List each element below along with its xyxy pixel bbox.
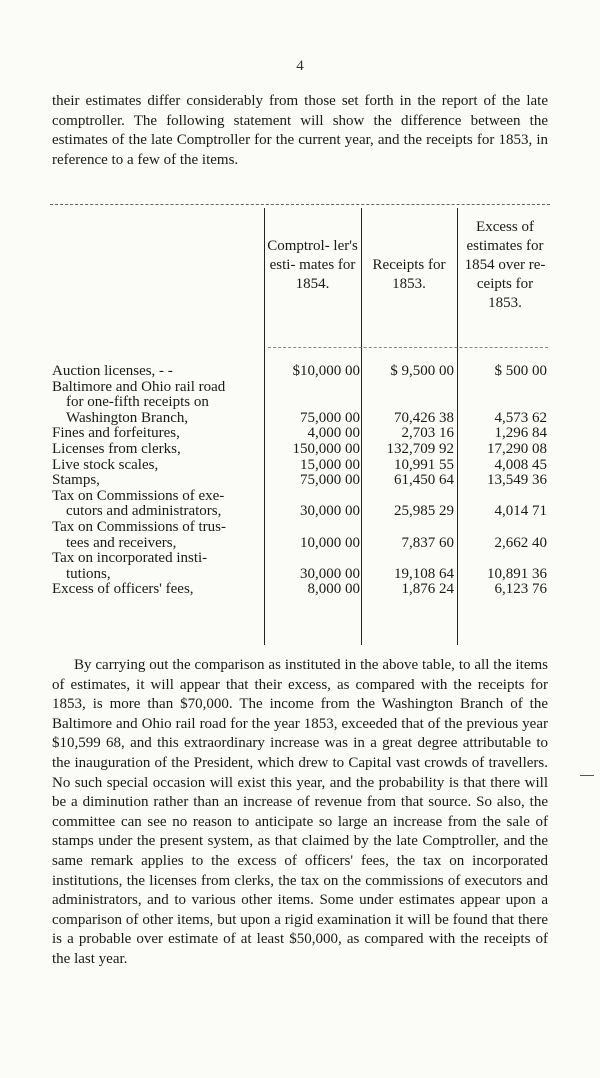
table-row <box>52 489 552 505</box>
row-label: Tax on Commissions of trus- <box>52 519 226 535</box>
excess-cell: 17,290 08 <box>487 440 547 457</box>
estimate-cell: 150,000 00 <box>292 440 360 457</box>
row-label: Baltimore and Ohio rail road <box>52 379 226 395</box>
row-label: cutors and administrators, <box>66 504 222 520</box>
estimate-cell: 15,000 00 <box>300 456 360 473</box>
row-label: Tax on incorporated insti- <box>52 551 208 567</box>
row-label: Live stock scales, <box>52 457 159 473</box>
excess-cell: 6,123 76 <box>494 581 547 598</box>
row-label: Auction licenses, - - <box>52 364 173 379</box>
table-row <box>52 551 552 567</box>
row-label: Excess of officers' fees, <box>52 582 194 598</box>
excess-cell: 13,549 36 <box>487 472 547 489</box>
receipts-cell: 19,108 64 <box>394 565 454 582</box>
receipts-cell: 2,703 16 <box>401 425 454 442</box>
estimate-cell: 4,000 00 <box>307 425 360 442</box>
estimate-cell: 30,000 00 <box>300 565 360 582</box>
receipts-cell: 70,426 38 <box>394 409 454 426</box>
excess-cell: 4,008 45 <box>494 456 547 473</box>
receipts-cell: $ 9,500 00 <box>390 363 454 379</box>
table-row <box>52 520 552 536</box>
header-excess: Excess of estimates for 1854 over re- ceipts for 1853. <box>464 219 546 311</box>
estimate-cell: 30,000 00 <box>300 503 360 520</box>
table-row <box>52 473 552 489</box>
table-row <box>52 380 552 396</box>
table-top-rule <box>50 204 550 205</box>
row-label: Fines and forfeitures, <box>52 426 180 442</box>
excess-cell: 4,014 71 <box>494 503 547 520</box>
header-estimates: Comptrol- ler's esti- mates for 1854. <box>267 238 358 292</box>
header-rule <box>268 347 548 348</box>
table-row <box>52 364 552 380</box>
table-row <box>52 582 552 598</box>
row-label: tees and receivers, <box>66 535 177 551</box>
receipts-cell: 25,985 29 <box>394 503 454 520</box>
estimate-cell: 75,000 00 <box>300 472 360 489</box>
row-label: Tax on Commissions of exe- <box>52 488 225 504</box>
excess-cell: 1,296 84 <box>494 425 547 442</box>
receipts-cell: 1,876 24 <box>401 581 454 598</box>
table-row <box>52 442 552 458</box>
table-row <box>52 426 552 442</box>
receipts-cell: 10,991 55 <box>394 456 454 473</box>
row-label: Stamps, <box>52 473 100 489</box>
row-label: for one-fifth receipts on <box>66 395 209 411</box>
table-row <box>52 536 552 552</box>
closing-paragraph: By carrying out the comparison as instituted in the above table, to all the items of estimates, it will appear that their excess, as compared with the receipts for 1853, is more than $70,000. The income from the Washington Branch of the Baltimore and Ohio rail road for the year 1853, exceeded that of the previous year $10,599 68, and this extraordinary increase was in a great degree attributable to the inauguration of the President, which drew to Capital vast crowds of travellers. No such special occasion will exist this year, and the probability is that there will be a diminution rather than an increase of revenue from that source. So also, the committee can see no reason to anticipate so large an increase from the sale of stamps under the present system, as that claimed by the late Comptroller, and the same remark applies to the excess of officers' fees, the tax on incorporated institutions, the licenses from clerks, the tax on the commissions of executors and administrators, and to various other items. Some under estimates appear upon a comparison of other items, but upon a rigid examination it will be found that there is a probable over estimate of at least $50,000, as compared with the receipts of the last year. <box>52 657 548 967</box>
table-row <box>52 395 552 411</box>
table-row <box>52 411 552 427</box>
excess-cell: 2,662 40 <box>494 534 547 551</box>
margin-mark <box>580 775 594 776</box>
row-label: Licenses from clerks, <box>52 441 181 457</box>
estimate-cell: 75,000 00 <box>300 409 360 426</box>
estimate-cell: $10,000 00 <box>292 363 360 379</box>
receipts-cell: 7,837 60 <box>401 534 454 551</box>
row-label: tutions, <box>66 566 111 582</box>
excess-cell: $ 500 00 <box>494 363 547 379</box>
page-number: 4 <box>296 58 304 74</box>
receipts-cell: 132,709 92 <box>386 440 454 457</box>
table-row <box>52 458 552 474</box>
estimate-cell: 10,000 00 <box>300 534 360 551</box>
estimate-cell: 8,000 00 <box>307 581 360 598</box>
table-row <box>52 567 552 583</box>
receipts-cell: 61,450 64 <box>394 472 454 489</box>
excess-cell: 10,891 36 <box>487 565 547 582</box>
intro-paragraph: their estimates differ considerably from those set forth in the report of the late comptroller. The following statement will show the difference between the estimates of the late Comptroller for the current year, and the receipts for 1853, in reference to a few of the items. <box>52 93 548 168</box>
excess-cell: 4,573 62 <box>494 409 547 426</box>
row-label: Washington Branch, <box>66 410 189 426</box>
revenue-table <box>52 364 552 598</box>
header-receipts: Receipts for 1853. <box>372 257 446 292</box>
table-row <box>52 504 552 520</box>
